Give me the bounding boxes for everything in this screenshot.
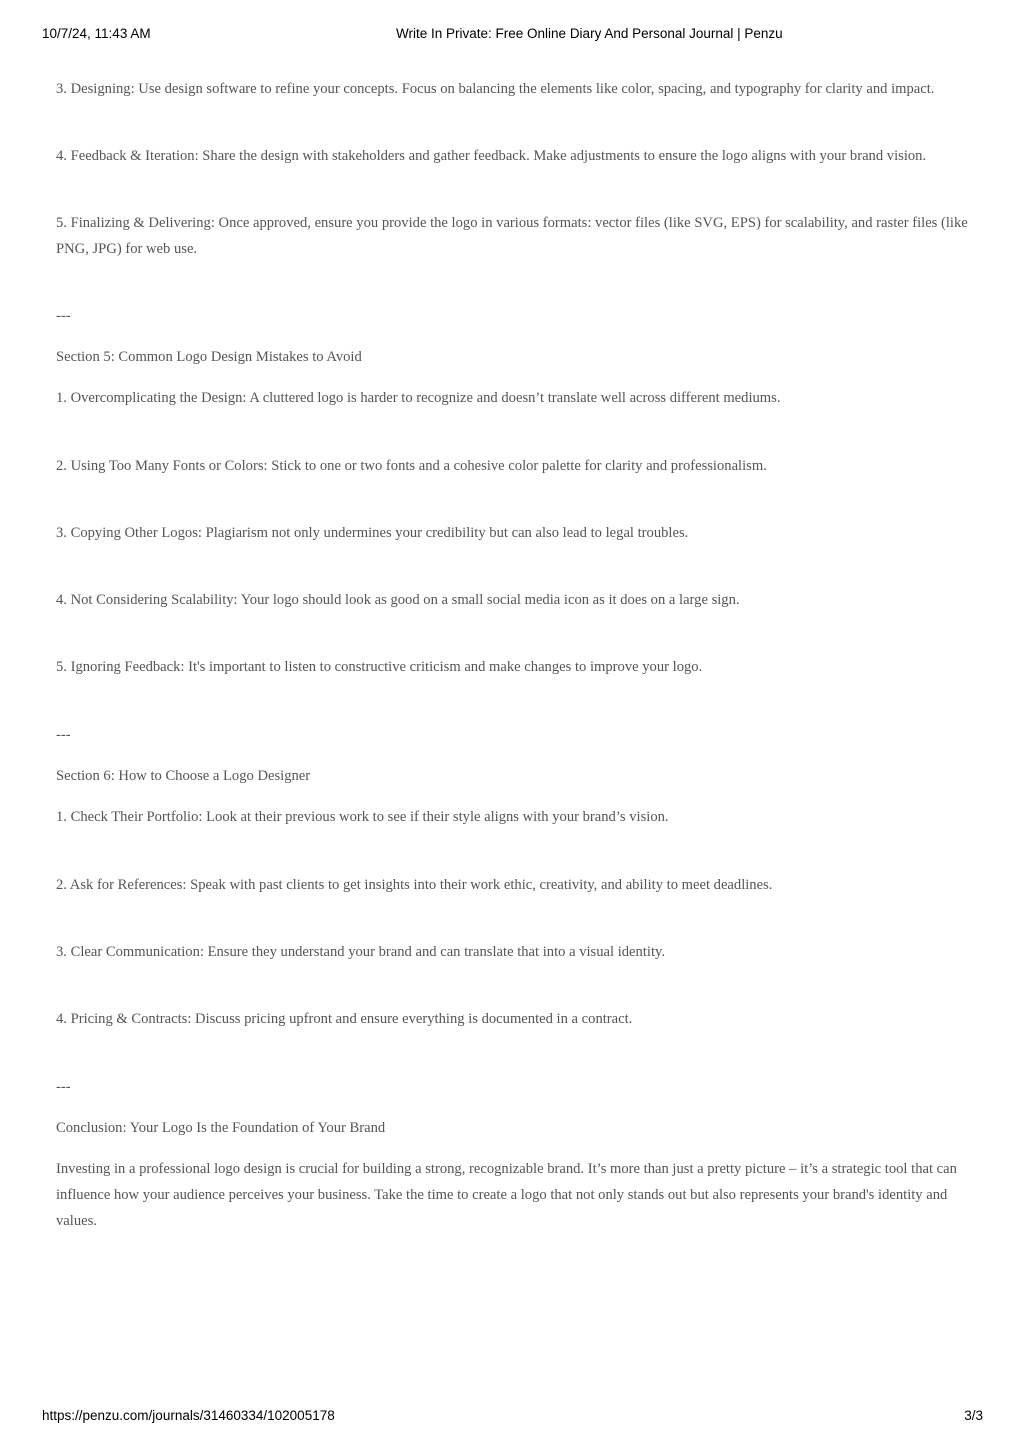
page-title: Write In Private: Free Online Diary And Personal Journal | Penzu — [396, 26, 783, 41]
page-url: https://penzu.com/journals/31460334/102005178 — [42, 1408, 335, 1423]
section-5-item-4: 4. Not Considering Scalability: Your logo should look as good on a small social media icon as it does on a large sign. — [56, 592, 740, 608]
conclusion-body: Investing in a professional logo design is crucial for building a strong, recognizable brand. It’s more than just a pretty picture – it’s a strategic tool that can influence how your audience perceives your business. Take the time to create a logo that not only stands out but also represents your brand's identity and values. — [56, 1161, 957, 1229]
process-step-3: 3. Designing: Use design software to refine your concepts. Focus on balancing the elements like color, spacing, and typography for clarity and impact. — [56, 81, 935, 97]
process-step-5: 5. Finalizing & Delivering: Once approved, ensure you provide the logo in various formats: vector files (like SVG, EPS) for scalability, and raster files (like PNG, JPG) for web use. — [56, 215, 968, 257]
conclusion-heading: Conclusion: Your Logo Is the Foundation of Your Brand — [56, 1120, 386, 1136]
divider: --- — [56, 727, 71, 743]
section-5-item-5: 5. Ignoring Feedback: It's important to listen to constructive criticism and make changes to improve your logo. — [56, 659, 703, 675]
section-5-item-2: 2. Using Too Many Fonts or Colors: Stick to one or two fonts and a cohesive color palette for clarity and professionalism. — [56, 458, 767, 474]
section-5-heading: Section 5: Common Logo Design Mistakes to Avoid — [56, 349, 362, 365]
print-datetime: 10/7/24, 11:43 AM — [42, 26, 151, 41]
section-5-item-3: 3. Copying Other Logos: Plagiarism not only undermines your credibility but can also lead to legal troubles. — [56, 525, 689, 541]
divider: --- — [56, 308, 71, 324]
section-5-item-1: 1. Overcomplicating the Design: A cluttered logo is harder to recognize and doesn’t translate well across different mediums. — [56, 390, 781, 406]
section-6-heading: Section 6: How to Choose a Logo Designer — [56, 768, 311, 784]
section-6-item-1: 1. Check Their Portfolio: Look at their previous work to see if their style aligns with your brand’s vision. — [56, 809, 669, 825]
journal-entry-body — [56, 76, 976, 1234]
process-step-4: 4. Feedback & Iteration: Share the design with stakeholders and gather feedback. Make adjustments to ensure the logo aligns with your brand vision. — [56, 148, 927, 164]
page-number: 3/3 — [964, 1408, 983, 1423]
divider: --- — [56, 1079, 71, 1095]
section-6-item-2: 2. Ask for References: Speak with past clients to get insights into their work ethic, creativity, and ability to meet deadlines. — [56, 877, 773, 893]
section-6-item-3: 3. Clear Communication: Ensure they understand your brand and can translate that into a visual identity. — [56, 944, 665, 960]
section-6-item-4: 4. Pricing & Contracts: Discuss pricing upfront and ensure everything is documented in a contract. — [56, 1011, 633, 1027]
